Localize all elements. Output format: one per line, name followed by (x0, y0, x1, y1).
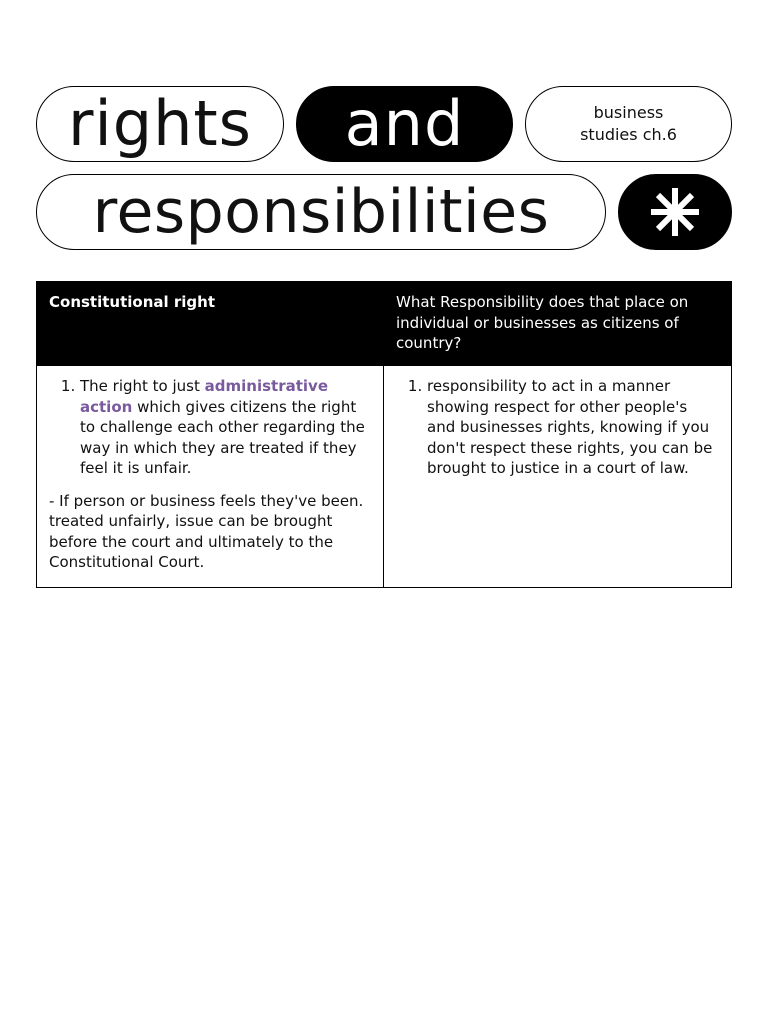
table-row (37, 366, 731, 587)
table-header-row (37, 282, 731, 366)
highlighted-term: administrative action (80, 377, 328, 416)
asterisk-star-icon (647, 184, 703, 240)
rights-responsibilities-table (36, 281, 732, 588)
responsibility-list-item: 1. responsibility to act in a manner showing respect for other people's and businesses rights, knowing if you don't respect these rights, you can be brought to justice in a court of law. (427, 376, 719, 479)
subject-tag-pill (525, 86, 732, 162)
subject-tag-text: business studies ch.6 (580, 103, 677, 144)
right-item-text-end: which gives citizens the right to challenge each other regarding the way in which they are treated if they feel it is unfair. (80, 397, 365, 477)
right-cell (37, 366, 384, 587)
right-note: - If person or business feels they've been. treated unfairly, issue can be brought before the court and ultimately to the Constitutional Court. (49, 491, 364, 571)
right-item-text-start: The right to just (80, 377, 205, 395)
title-pill-responsibilities (36, 174, 606, 250)
title-pill-rights (36, 86, 284, 162)
title-word-and: and (344, 87, 465, 160)
right-list-item (80, 376, 371, 479)
header-responsibility: What Responsibility does that place on individual or businesses as citizens of country? (396, 293, 689, 352)
title-word-responsibilities: responsibilities (92, 177, 550, 247)
responsibility-list (396, 376, 719, 479)
header-constitutional-right: Constitutional right (49, 293, 215, 311)
responsibility-cell (384, 366, 731, 587)
right-list (49, 376, 371, 479)
title-pill-and (296, 86, 513, 162)
star-pill (618, 174, 732, 250)
title-word-rights: rights (68, 87, 252, 160)
